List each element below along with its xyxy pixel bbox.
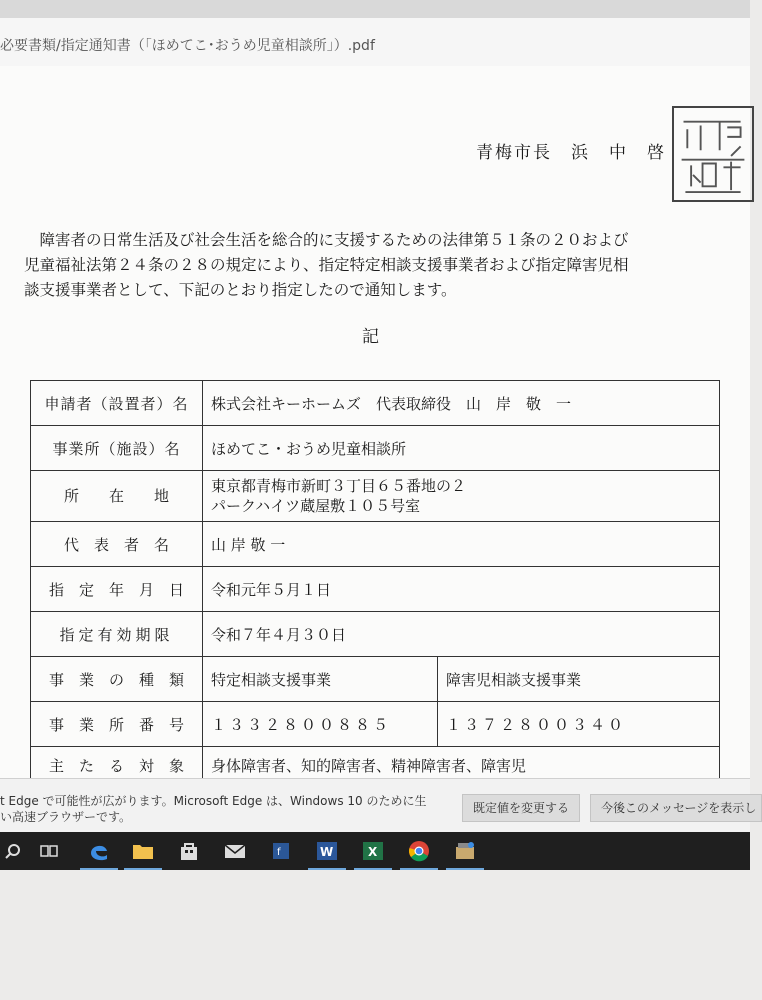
table-row bbox=[31, 471, 720, 522]
target-value: 身体障害者、知的障害者、精神障害者、障害児 bbox=[203, 747, 720, 798]
facility-value: ほめてこ・おうめ児童相談所 bbox=[203, 426, 720, 471]
notice-body bbox=[24, 228, 724, 303]
excel-icon[interactable] bbox=[360, 838, 386, 864]
dont-show-again-button[interactable]: 今後このメッセージを表示し bbox=[590, 794, 762, 822]
location-value bbox=[203, 471, 720, 522]
business-type-value-2: 障害児相談支援事業 bbox=[438, 657, 720, 702]
body-line-3: 談支援事業者として、下記のとおり指定したので通知します。 bbox=[24, 281, 457, 299]
facility-label: 事業所（施設）名 bbox=[31, 426, 203, 471]
representative-value: 山 岸 敬 一 bbox=[203, 522, 720, 567]
table-row bbox=[31, 522, 720, 567]
applicant-label: 申請者（設置者）名 bbox=[31, 381, 203, 426]
edge-icon[interactable] bbox=[86, 838, 112, 864]
office-number-label: 事 業 所 番 号 bbox=[31, 702, 203, 747]
table-row bbox=[31, 702, 720, 747]
applicant-value: 株式会社キーホームズ 代表取締役 山 岸 敬 一 bbox=[203, 381, 720, 426]
business-type-value-1: 特定相談支援事業 bbox=[203, 657, 438, 702]
designation-date-value: 令和元年５月１日 bbox=[203, 567, 720, 612]
notification-line-1: t Edge で可能性が広がります。Microsoft Edge は、Windows 10 のために生 bbox=[0, 794, 427, 808]
official-seal-stamp bbox=[672, 106, 754, 202]
ki-heading: 記 bbox=[362, 327, 379, 347]
table-row bbox=[31, 426, 720, 471]
table-row bbox=[31, 381, 720, 426]
expiry-label: 指定有効期限 bbox=[31, 612, 203, 657]
body-line-2: 児童福祉法第２４条の２８の規定により、指定特定相談支援事業者および指定障害児相 bbox=[24, 256, 629, 274]
pdf-file-title: 必要書類/指定通知書（「ほめてこ･おうめ児童相談所」）.pdf bbox=[0, 38, 375, 54]
task-view-icon[interactable] bbox=[36, 838, 62, 864]
representative-label: 代 表 者 名 bbox=[31, 522, 203, 567]
monitor-bezel bbox=[0, 870, 750, 1000]
table-row bbox=[31, 657, 720, 702]
svg-text:f: f bbox=[277, 847, 281, 858]
svg-text:X: X bbox=[368, 845, 378, 859]
table-row bbox=[31, 567, 720, 612]
app2-icon[interactable] bbox=[452, 838, 478, 864]
file-explorer-icon[interactable] bbox=[130, 838, 156, 864]
location-line-2: パークハイツ蔵屋敷１０５号室 bbox=[211, 497, 421, 515]
body-line-1: 障害者の日常生活及び社会生活を総合的に支援するための法律第５１条の２０および bbox=[24, 231, 629, 249]
location-label: 所 在 地 bbox=[31, 471, 203, 522]
location-line-1: 東京都青梅市新町３丁目６５番地の２ bbox=[211, 477, 467, 495]
store-icon[interactable] bbox=[176, 838, 202, 864]
windows-taskbar bbox=[0, 832, 750, 870]
sender-name: 青梅市長 浜 中 啓 bbox=[476, 143, 666, 163]
pdf-document-page bbox=[0, 66, 750, 778]
mail-icon[interactable] bbox=[222, 838, 248, 864]
change-default-button[interactable]: 既定値を変更する bbox=[462, 794, 580, 822]
pdf-title-bar bbox=[0, 18, 750, 67]
office-number-value-2: １３７２８００３４０ bbox=[438, 702, 720, 747]
expiry-value: 令和７年４月３０日 bbox=[203, 612, 720, 657]
chrome-icon[interactable] bbox=[406, 838, 432, 864]
app-icon[interactable] bbox=[268, 838, 294, 864]
target-label: 主 た る 対 象 bbox=[31, 747, 203, 798]
designation-date-label: 指 定 年 月 日 bbox=[31, 567, 203, 612]
office-number-value-1: １３３２８００８８５ bbox=[203, 702, 438, 747]
svg-text:W: W bbox=[320, 845, 334, 859]
notification-line-2: い高速ブラウザーです。 bbox=[0, 810, 132, 824]
search-icon[interactable] bbox=[0, 838, 26, 864]
edge-notification-bar bbox=[0, 778, 757, 833]
designation-table bbox=[30, 380, 720, 798]
word-icon[interactable] bbox=[314, 838, 340, 864]
business-type-label: 事 業 の 種 類 bbox=[31, 657, 203, 702]
notification-message bbox=[0, 793, 426, 825]
table-row bbox=[31, 612, 720, 657]
